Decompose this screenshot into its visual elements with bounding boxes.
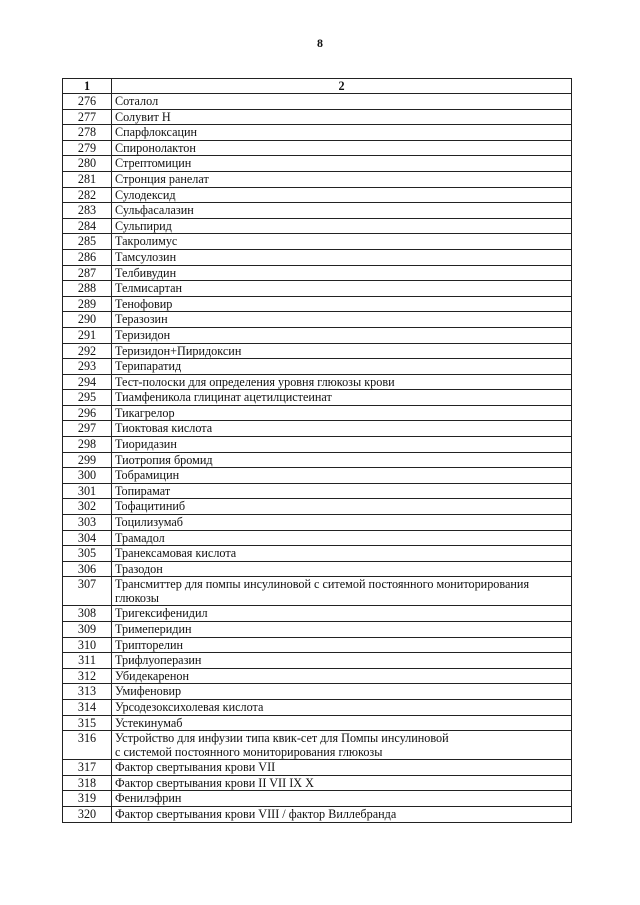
row-number: 280 — [63, 156, 112, 172]
table-row — [63, 715, 572, 731]
table-row — [63, 668, 572, 684]
row-name: Теризидон — [112, 327, 572, 343]
row-number: 288 — [63, 281, 112, 297]
row-name: Трифлуоперазин — [112, 653, 572, 669]
table-row — [63, 791, 572, 807]
table-row — [63, 452, 572, 468]
row-name: Устройство для инфузии типа квик-сет для Помпы инсулиновой с системой постоянного мониторирования глюкозы — [112, 731, 572, 760]
column-header-name: 2 — [112, 79, 572, 94]
table-row — [63, 622, 572, 638]
row-number: 276 — [63, 94, 112, 110]
row-name: Транексамовая кислота — [112, 546, 572, 562]
row-number: 292 — [63, 343, 112, 359]
table-row — [63, 421, 572, 437]
row-number: 320 — [63, 806, 112, 822]
row-number: 301 — [63, 483, 112, 499]
row-number: 297 — [63, 421, 112, 437]
row-name: Тобрамицин — [112, 468, 572, 484]
row-number: 284 — [63, 218, 112, 234]
table-row — [63, 561, 572, 577]
row-name: Фактор свертывания крови VII — [112, 760, 572, 776]
table-row — [63, 775, 572, 791]
row-number: 317 — [63, 760, 112, 776]
table-row — [63, 312, 572, 328]
row-number: 319 — [63, 791, 112, 807]
table-row — [63, 760, 572, 776]
table-row — [63, 684, 572, 700]
row-number: 287 — [63, 265, 112, 281]
row-number: 299 — [63, 452, 112, 468]
row-number: 302 — [63, 499, 112, 515]
table-row — [63, 327, 572, 343]
row-name: Стронция ранелат — [112, 171, 572, 187]
row-name: Спарфлоксацин — [112, 125, 572, 141]
table-row — [63, 530, 572, 546]
row-number: 309 — [63, 622, 112, 638]
table-row — [63, 265, 572, 281]
row-number: 311 — [63, 653, 112, 669]
row-number: 310 — [63, 637, 112, 653]
row-number: 279 — [63, 140, 112, 156]
table-body — [63, 94, 572, 823]
table-row — [63, 125, 572, 141]
row-number: 290 — [63, 312, 112, 328]
row-name: Соталол — [112, 94, 572, 110]
drug-list-table — [62, 78, 572, 823]
row-name: Солувит Н — [112, 109, 572, 125]
row-number: 278 — [63, 125, 112, 141]
row-name: Тримеперидин — [112, 622, 572, 638]
row-number: 316 — [63, 731, 112, 760]
table-row — [63, 405, 572, 421]
table-header-row — [63, 79, 572, 94]
row-name: Такролимус — [112, 234, 572, 250]
table-row — [63, 731, 572, 760]
table-row — [63, 234, 572, 250]
column-header-number: 1 — [63, 79, 112, 94]
row-name: Фактор свертывания крови II VII IX X — [112, 775, 572, 791]
row-name: Спиронолактон — [112, 140, 572, 156]
table-row — [63, 171, 572, 187]
row-name: Тразодон — [112, 561, 572, 577]
table-row — [63, 109, 572, 125]
row-number: 306 — [63, 561, 112, 577]
row-number: 282 — [63, 187, 112, 203]
row-name: Урсодезоксихолевая кислота — [112, 699, 572, 715]
row-number: 314 — [63, 699, 112, 715]
table-row — [63, 499, 572, 515]
row-number: 293 — [63, 359, 112, 375]
row-number: 318 — [63, 775, 112, 791]
row-name: Тофацитиниб — [112, 499, 572, 515]
row-number: 277 — [63, 109, 112, 125]
row-number: 300 — [63, 468, 112, 484]
row-number: 315 — [63, 715, 112, 731]
table-row — [63, 374, 572, 390]
row-name: Телмисартан — [112, 281, 572, 297]
row-number: 305 — [63, 546, 112, 562]
row-number: 308 — [63, 606, 112, 622]
row-number: 296 — [63, 405, 112, 421]
row-name: Тикагрелор — [112, 405, 572, 421]
table-row — [63, 515, 572, 531]
table-row — [63, 296, 572, 312]
row-number: 281 — [63, 171, 112, 187]
row-name: Сульпирид — [112, 218, 572, 234]
row-name: Стрептомицин — [112, 156, 572, 172]
row-name: Тиотропия бромид — [112, 452, 572, 468]
row-number: 304 — [63, 530, 112, 546]
row-number: 312 — [63, 668, 112, 684]
row-name: Трипторелин — [112, 637, 572, 653]
table-row — [63, 390, 572, 406]
table-row — [63, 218, 572, 234]
row-number: 295 — [63, 390, 112, 406]
page-number: 8 — [317, 36, 323, 50]
table-row — [63, 606, 572, 622]
table-row — [63, 437, 572, 453]
row-number: 294 — [63, 374, 112, 390]
row-name: Умифеновир — [112, 684, 572, 700]
row-name: Фактор свертывания крови VIII / фактор Виллебранда — [112, 806, 572, 822]
table-row — [63, 249, 572, 265]
row-name: Топирамат — [112, 483, 572, 499]
row-name: Тоцилизумаб — [112, 515, 572, 531]
row-number: 285 — [63, 234, 112, 250]
row-name: Фенилэфрин — [112, 791, 572, 807]
table-row — [63, 359, 572, 375]
table-row — [63, 94, 572, 110]
row-name: Трансмиттер для помпы инсулиновой с ситемой постоянного мониторирования глюкозы — [112, 577, 572, 606]
table-row — [63, 281, 572, 297]
row-name: Тенофовир — [112, 296, 572, 312]
row-number: 286 — [63, 249, 112, 265]
table-row — [63, 156, 572, 172]
table-row — [63, 140, 572, 156]
table-row — [63, 203, 572, 219]
table-row — [63, 699, 572, 715]
row-number: 291 — [63, 327, 112, 343]
row-name: Телбивудин — [112, 265, 572, 281]
row-name: Теразозин — [112, 312, 572, 328]
table-row — [63, 806, 572, 822]
row-name: Устекинумаб — [112, 715, 572, 731]
row-name: Трамадол — [112, 530, 572, 546]
table-row — [63, 343, 572, 359]
row-number: 307 — [63, 577, 112, 606]
row-name: Терипаратид — [112, 359, 572, 375]
row-name: Сульфасалазин — [112, 203, 572, 219]
row-name: Теризидон+Пиридоксин — [112, 343, 572, 359]
row-name: Тиоктовая кислота — [112, 421, 572, 437]
row-name: Тиамфеникола глицинат ацетилцистеинат — [112, 390, 572, 406]
row-name: Убидекаренон — [112, 668, 572, 684]
row-name: Тригексифенидил — [112, 606, 572, 622]
table-row — [63, 483, 572, 499]
row-number: 303 — [63, 515, 112, 531]
row-number: 313 — [63, 684, 112, 700]
row-name: Тест-полоски для определения уровня глюкозы крови — [112, 374, 572, 390]
table-row — [63, 468, 572, 484]
table-row — [63, 653, 572, 669]
row-number: 289 — [63, 296, 112, 312]
table-row — [63, 546, 572, 562]
row-name: Тиоридазин — [112, 437, 572, 453]
row-name: Сулодексид — [112, 187, 572, 203]
table-row — [63, 577, 572, 606]
row-name: Тамсулозин — [112, 249, 572, 265]
row-number: 283 — [63, 203, 112, 219]
table-row — [63, 187, 572, 203]
table-row — [63, 637, 572, 653]
row-number: 298 — [63, 437, 112, 453]
